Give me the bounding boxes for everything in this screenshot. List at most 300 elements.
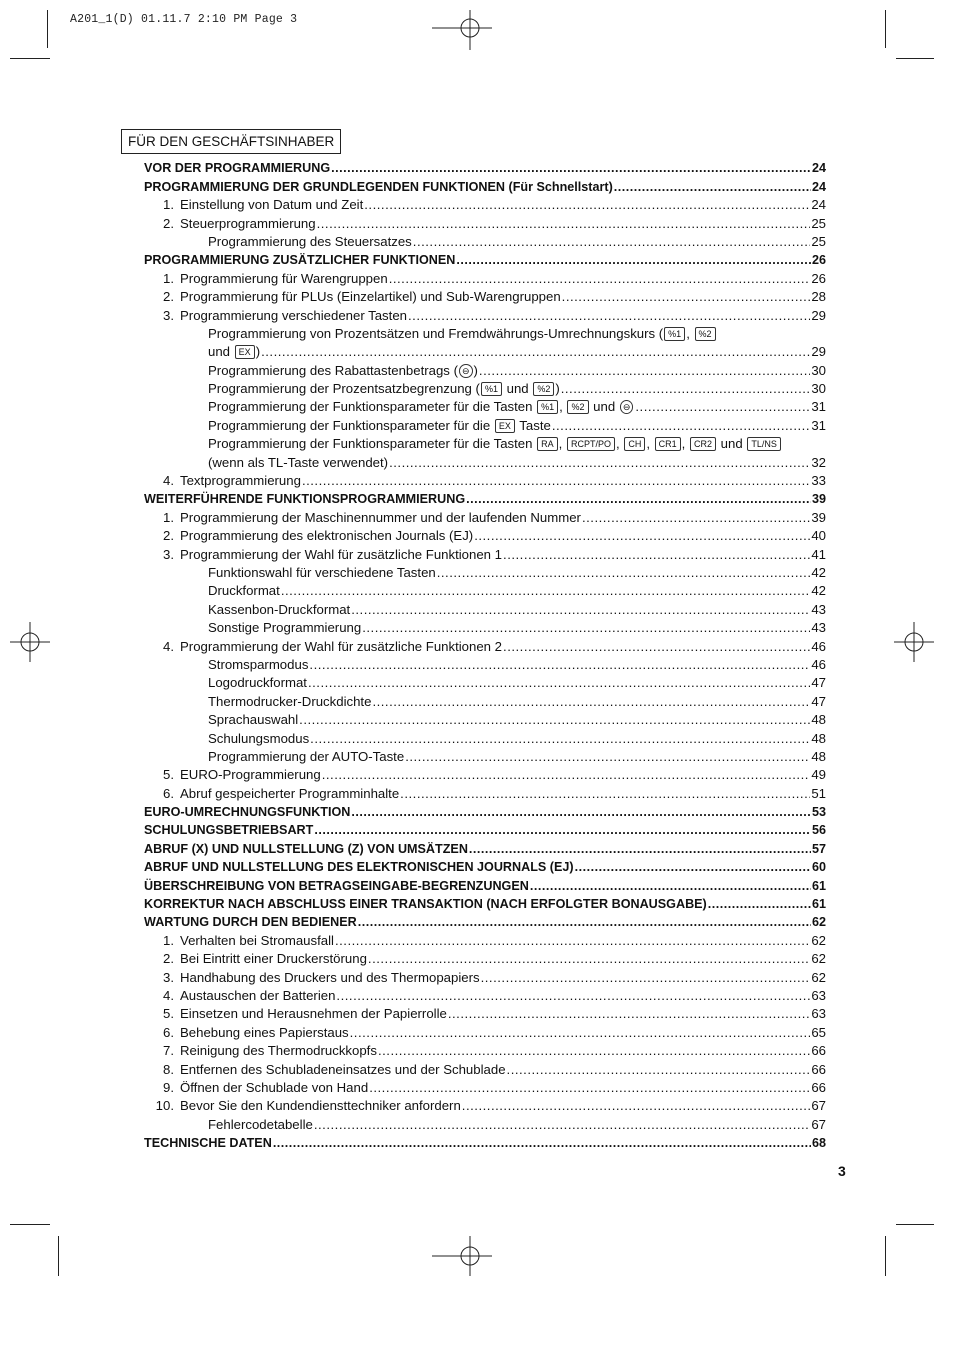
- toc-entry-text: ,: [616, 436, 624, 452]
- toc-entry-text: SCHULUNGSBETRIEBSART: [144, 823, 314, 838]
- table-of-contents: [144, 158, 826, 1151]
- toc-page-number: 48: [811, 748, 826, 764]
- key-symbol: %1: [481, 382, 502, 396]
- toc-entry: [144, 912, 826, 930]
- toc-entry: [144, 1041, 826, 1059]
- toc-page-number: 62: [811, 969, 826, 985]
- toc-entry: [144, 563, 826, 581]
- toc-entry: [144, 618, 826, 636]
- toc-entry-text: PROGRAMMIERUNG DER GRUNDLEGENDEN FUNKTIONEN (Für Schnellstart): [144, 179, 613, 194]
- toc-entry: [144, 967, 826, 985]
- key-symbol: %2: [695, 327, 716, 341]
- toc-entry-text: Entfernen des Schubladeneinsatzes und der Schublade: [180, 1061, 506, 1077]
- toc-entry: [144, 507, 826, 525]
- toc-entry: [144, 452, 826, 470]
- toc-entry-title: [208, 731, 309, 747]
- toc-entry-title: [208, 455, 388, 471]
- toc-entry: [144, 324, 826, 342]
- toc-entry-title: [180, 951, 367, 967]
- dot-leader: [308, 675, 810, 691]
- toc-entry-text: Austauschen der Batterien: [180, 987, 336, 1003]
- toc-entry-title: [180, 970, 480, 986]
- dot-leader: [481, 970, 811, 986]
- toc-entry: [144, 1059, 826, 1077]
- toc-page-number: 46: [811, 638, 826, 654]
- toc-entry-title: [144, 859, 574, 875]
- toc-page-number: 61: [811, 897, 826, 912]
- toc-entry-text: Öffnen der Schublade von Hand: [180, 1079, 369, 1095]
- dot-leader: [462, 1098, 811, 1114]
- toc-page-number: 46: [811, 656, 826, 672]
- toc-entry-text: und: [589, 399, 619, 415]
- dot-leader: [362, 620, 810, 636]
- toc-entry-number: 3.: [163, 969, 174, 985]
- toc-entry: [144, 360, 826, 378]
- toc-entry: [144, 526, 826, 544]
- toc-entry: [144, 930, 826, 948]
- toc-entry-title: [144, 822, 313, 838]
- key-symbol: EX: [235, 345, 255, 359]
- key-symbol: %2: [533, 382, 554, 396]
- toc-entry-text: ,: [559, 399, 567, 415]
- toc-page-number: 60: [811, 860, 826, 875]
- toc-entry-text: Programmierung der Funktionsparameter für die Tasten: [208, 399, 537, 415]
- dot-leader: [405, 749, 810, 765]
- toc-entry-number: 3.: [163, 546, 174, 562]
- toc-entry-text: Programmierung der Funktionsparameter für die Tasten: [208, 436, 537, 452]
- toc-page-number: 24: [811, 197, 826, 213]
- toc-entry: [144, 195, 826, 213]
- toc-entry: [144, 710, 826, 728]
- toc-page-number: 40: [811, 528, 826, 544]
- toc-page-number: 53: [811, 805, 826, 820]
- toc-entry-text: TECHNISCHE DATEN: [144, 1136, 272, 1151]
- toc-entry: [144, 379, 826, 397]
- toc-entry-text: ÜBERSCHREIBUNG VON BETRAGSEINGABE-BEGRENZUNGEN: [144, 878, 529, 893]
- toc-page-number: 29: [811, 344, 826, 360]
- toc-entry-text: Programmierung des elektronischen Journals (EJ): [180, 528, 474, 544]
- toc-entry-title: [180, 510, 581, 526]
- registration-mark-left: [0, 612, 60, 672]
- toc-page-number: 24: [811, 179, 826, 194]
- key-symbol: CR2: [690, 437, 716, 451]
- toc-entry-text: ABRUF (X) UND NULLSTELLUNG (Z) VON UMSÄTZEN: [144, 841, 468, 856]
- toc-entry-text: Programmierung verschiedener Tasten: [180, 307, 407, 323]
- toc-page-number: 28: [811, 289, 826, 305]
- dot-leader: [261, 344, 810, 360]
- toc-entry-text: Bevor Sie den Kundendiensttechniker anfordern: [180, 1098, 461, 1114]
- toc-page-number: 30: [811, 381, 826, 397]
- key-symbol: %2: [567, 400, 588, 414]
- toc-entry-text: Steuerprogrammierung: [180, 215, 316, 231]
- toc-entry-title: [180, 216, 316, 232]
- toc-entry-title: [208, 418, 551, 434]
- toc-entry-text: Funktionswahl für verschiedene Tasten: [208, 564, 436, 580]
- key-symbol: ⊖: [620, 400, 634, 414]
- toc-entry-title: [144, 804, 350, 820]
- toc-entry-text: ,: [558, 436, 566, 452]
- dot-leader: [331, 160, 811, 176]
- toc-entry-text: EURO-UMRECHNUNGSFUNKTION: [144, 805, 351, 820]
- toc-entry-title: [208, 436, 782, 452]
- toc-page-number: 29: [811, 307, 826, 323]
- toc-page-number: 67: [811, 1116, 826, 1132]
- toc-entry-title: [208, 694, 371, 710]
- toc-entry: [144, 599, 826, 617]
- toc-entry-title: [180, 271, 388, 287]
- toc-entry-number: 1.: [163, 270, 174, 286]
- toc-entry-title: [180, 197, 363, 213]
- toc-page-number: 33: [811, 473, 826, 489]
- toc-entry-title: [144, 252, 455, 268]
- dot-leader: [364, 197, 810, 213]
- crop-mark-bottom-right-h: [896, 1224, 934, 1225]
- toc-entry-title: [180, 1062, 506, 1078]
- toc-page-number: 42: [811, 583, 826, 599]
- key-symbol: %1: [664, 327, 685, 341]
- toc-entry: [144, 287, 826, 305]
- toc-entry-text: (wenn als TL-Taste verwendet): [208, 454, 389, 470]
- key-symbol: TL/NS: [747, 437, 781, 451]
- crop-mark-bottom-right-v: [885, 1236, 886, 1276]
- dot-leader: [336, 988, 810, 1004]
- toc-entry-text: WEITERFÜHRENDE FUNKTIONSPROGRAMMIERUNG: [144, 492, 466, 507]
- toc-page-number: 66: [811, 1061, 826, 1077]
- toc-entry-number: 4.: [163, 638, 174, 654]
- toc-page-number: 48: [811, 730, 826, 746]
- toc-entry-text: Bei Eintritt einer Druckerstörung: [180, 951, 367, 967]
- toc-entry-title: [180, 1025, 349, 1041]
- dot-leader: [314, 1117, 810, 1133]
- toc-entry: [144, 820, 826, 838]
- toc-entry-text: ABRUF UND NULLSTELLUNG DES ELEKTRONISCHEN JOURNALS (EJ): [144, 860, 574, 875]
- toc-entry-text: Programmierung der Funktionsparameter für die: [208, 417, 494, 433]
- crop-mark-top-right-h: [896, 58, 934, 59]
- key-symbol: EX: [495, 419, 515, 433]
- toc-entry-title: [208, 657, 308, 673]
- toc-entry: [144, 636, 826, 654]
- dot-leader: [575, 859, 811, 875]
- dot-leader: [503, 639, 810, 655]
- dot-leader: [389, 271, 811, 287]
- toc-entry-text: Einsetzen und Herausnehmen der Papierrolle: [180, 1006, 447, 1022]
- toc-page-number: 63: [811, 987, 826, 1003]
- dot-leader: [614, 179, 811, 195]
- toc-entry-title: [180, 767, 321, 783]
- dot-leader: [378, 1043, 810, 1059]
- toc-entry-text: Programmierung des Steuersatzes: [208, 233, 412, 249]
- toc-entry-title: [208, 1117, 313, 1133]
- key-symbol: %1: [537, 400, 558, 414]
- toc-entry-number: 2.: [163, 528, 174, 544]
- toc-entry-text: Reinigung des Thermodruckkopfs: [180, 1043, 377, 1059]
- toc-entry-text: Stromsparmodus: [208, 656, 309, 672]
- toc-entry-title: [144, 1135, 272, 1151]
- toc-page-number: 39: [811, 492, 826, 507]
- toc-entry-text: VOR DER PROGRAMMIERUNG: [144, 161, 331, 176]
- toc-entry-text: WARTUNG DURCH DEN BEDIENER: [144, 915, 357, 930]
- toc-entry-number: 9.: [163, 1079, 174, 1095]
- key-symbol: RCPT/PO: [567, 437, 615, 451]
- toc-entry-title: [180, 1098, 461, 1114]
- toc-entry-number: 2.: [163, 951, 174, 967]
- toc-page-number: 43: [811, 620, 826, 636]
- toc-page-number: 61: [811, 878, 826, 893]
- dot-leader: [708, 896, 811, 912]
- toc-entry: [144, 986, 826, 1004]
- toc-entry: [144, 176, 826, 194]
- toc-entry-number: 4.: [163, 473, 174, 489]
- toc-entry-title: [180, 1080, 368, 1096]
- key-symbol: CR1: [655, 437, 681, 451]
- dot-leader: [281, 583, 811, 599]
- toc-entry-number: 1.: [163, 197, 174, 213]
- toc-entry: [144, 691, 826, 709]
- toc-entry: [144, 250, 826, 268]
- toc-entry-number: 5.: [163, 1006, 174, 1022]
- toc-entry-title: [144, 160, 330, 176]
- toc-entry-text: Thermodrucker-Druckdichte: [208, 693, 372, 709]
- toc-page-number: 47: [811, 693, 826, 709]
- toc-entry-title: [144, 491, 465, 507]
- toc-page-number: 31: [811, 399, 826, 415]
- toc-entry-number: 2.: [163, 215, 174, 231]
- toc-entry-text: Taste: [515, 417, 551, 433]
- toc-entry-title: [180, 473, 301, 489]
- toc-entry-title: [208, 344, 260, 360]
- dot-leader: [372, 694, 810, 710]
- registration-mark-top: [432, 0, 492, 60]
- toc-entry-title: [208, 326, 717, 342]
- dot-leader: [322, 767, 811, 783]
- toc-entry: [144, 673, 826, 691]
- crop-mark-bottom-left-v: [58, 1236, 59, 1276]
- toc-entry: [144, 949, 826, 967]
- toc-entry-text: Fehlercodetabelle: [208, 1116, 313, 1132]
- toc-entry-title: [180, 528, 473, 544]
- toc-entry: [144, 434, 826, 452]
- toc-entry-title: [180, 547, 502, 563]
- toc-entry: [144, 838, 826, 856]
- toc-entry-text: Schulungsmodus: [208, 730, 310, 746]
- toc-entry-number: 7.: [163, 1043, 174, 1059]
- toc-entry-text: ,: [681, 436, 689, 452]
- toc-entry: [144, 544, 826, 562]
- toc-entry-number: 3.: [163, 307, 174, 323]
- dot-leader: [310, 731, 810, 747]
- crop-mark-top-left-h: [10, 58, 50, 59]
- toc-page-number: 66: [811, 1079, 826, 1095]
- toc-entry: [144, 1022, 826, 1040]
- dot-leader: [469, 841, 811, 857]
- toc-entry: [144, 581, 826, 599]
- toc-entry-title: [208, 363, 478, 379]
- dot-leader: [437, 565, 811, 581]
- toc-entry-number: 1.: [163, 932, 174, 948]
- toc-entry-title: [180, 988, 335, 1004]
- dot-leader: [561, 381, 811, 397]
- dot-leader: [335, 933, 810, 949]
- toc-entry-title: [144, 896, 707, 912]
- toc-entry-text: Programmierung von Prozentsätzen und Fremdwährungs-Umrechnungskurs (: [208, 325, 664, 341]
- dot-leader: [314, 822, 811, 838]
- toc-page-number: 25: [811, 233, 826, 249]
- toc-page-number: 65: [811, 1024, 826, 1040]
- toc-entry-number: 1.: [163, 509, 174, 525]
- toc-entry-title: [208, 675, 307, 691]
- toc-entry-text: Sprachauswahl: [208, 712, 299, 728]
- dot-leader: [309, 657, 810, 673]
- toc-entry-text: KORREKTUR NACH ABSCHLUSS EINER TRANSAKTION (NACH ERFOLGTER BONAUSGABE): [144, 897, 707, 912]
- toc-entry: [144, 415, 826, 433]
- dot-leader: [635, 399, 810, 415]
- toc-entry-title: [208, 620, 361, 636]
- page-number: 3: [838, 1163, 846, 1179]
- toc-entry-text: Programmierung für Warengruppen: [180, 270, 388, 286]
- toc-page-number: 57: [811, 841, 826, 856]
- dot-leader: [368, 951, 810, 967]
- toc-entry: [144, 471, 826, 489]
- dot-leader: [389, 455, 810, 471]
- toc-entry-number: 10.: [155, 1098, 174, 1114]
- toc-entry-text: Programmierung für PLUs (Einzelartikel) und Sub-Warengruppen: [180, 289, 561, 305]
- toc-page-number: 39: [811, 509, 826, 525]
- toc-entry-number: 2.: [163, 289, 174, 305]
- toc-entry: [144, 232, 826, 250]
- print-slug: A201_1(D) 01.11.7 2:10 PM Page 3: [70, 13, 298, 26]
- dot-leader: [507, 1062, 811, 1078]
- toc-page-number: 66: [811, 1043, 826, 1059]
- toc-entry-text: Druckformat: [208, 583, 280, 599]
- dot-leader: [479, 363, 810, 379]
- toc-page-number: 26: [811, 253, 826, 268]
- toc-entry: [144, 305, 826, 323]
- toc-entry-title: [208, 749, 404, 765]
- toc-entry-text: Programmierung der Maschinennummer und der laufenden Nummer: [180, 509, 581, 525]
- toc-entry-title: [144, 914, 357, 930]
- toc-entry-text: ,: [686, 325, 694, 341]
- dot-leader: [351, 804, 811, 820]
- crop-mark-top-left-v: [47, 10, 48, 48]
- toc-entry-text: EURO-Programmierung: [180, 767, 321, 783]
- toc-entry-text: Logodruckformat: [208, 675, 307, 691]
- key-symbol: ⊖: [459, 364, 473, 378]
- toc-entry: [144, 894, 826, 912]
- toc-entry-text: Handhabung des Druckers und des Thermopapiers: [180, 969, 480, 985]
- toc-entry-text: Einstellung von Datum und Zeit: [180, 197, 364, 213]
- toc-page-number: 42: [811, 564, 826, 580]
- toc-entry-text: Programmierung der Wahl für zusätzliche Funktionen 1: [180, 546, 503, 562]
- dot-leader: [408, 308, 810, 324]
- toc-entry: [144, 875, 826, 893]
- toc-entry-title: [144, 179, 613, 195]
- toc-page-number: 62: [811, 951, 826, 967]
- toc-entry-title: [144, 841, 468, 857]
- toc-entry-text: und: [208, 344, 234, 360]
- toc-entry: [144, 158, 826, 176]
- toc-entry-text: Textprogrammierung: [180, 473, 301, 489]
- toc-entry-number: 8.: [163, 1061, 174, 1077]
- toc-entry-text: ): [555, 381, 560, 397]
- toc-entry-text: Sonstige Programmierung: [208, 620, 362, 636]
- toc-page-number: 47: [811, 675, 826, 691]
- dot-leader: [474, 528, 810, 544]
- toc-entry-number: 6.: [163, 785, 174, 801]
- dot-leader: [369, 1080, 810, 1096]
- toc-entry-text: Programmierung der AUTO-Taste: [208, 748, 405, 764]
- toc-page-number: 68: [811, 1136, 826, 1151]
- registration-mark-bottom: [432, 1228, 492, 1288]
- dot-leader: [351, 602, 810, 618]
- dot-leader: [350, 1025, 811, 1041]
- dot-leader: [413, 234, 811, 250]
- toc-page-number: 62: [811, 932, 826, 948]
- toc-entry-text: und: [502, 381, 533, 397]
- toc-entry: [144, 1096, 826, 1114]
- toc-entry: [144, 1114, 826, 1132]
- dot-leader: [299, 712, 810, 728]
- toc-entry: [144, 1078, 826, 1096]
- toc-entry-number: 4.: [163, 987, 174, 1003]
- toc-entry-title: [180, 639, 502, 655]
- toc-page-number: 49: [811, 767, 826, 783]
- toc-entry-title: [180, 1043, 377, 1059]
- toc-entry-title: [180, 1006, 447, 1022]
- dot-leader: [562, 289, 811, 305]
- toc-page-number: 26: [811, 270, 826, 286]
- toc-entry-title: [208, 602, 350, 618]
- toc-entry-title: [180, 933, 334, 949]
- dot-leader: [582, 510, 810, 526]
- toc-entry-title: [208, 234, 412, 250]
- toc-entry: [144, 747, 826, 765]
- crop-mark-top-right-v: [885, 10, 886, 48]
- toc-entry: [144, 397, 826, 415]
- toc-entry: [144, 802, 826, 820]
- toc-entry-text: Programmierung der Wahl für zusätzliche Funktionen 2: [180, 638, 503, 654]
- toc-page-number: 32: [811, 454, 826, 470]
- toc-entry-text: Programmierung des Rabattastenbetrags (: [208, 362, 458, 378]
- dot-leader: [273, 1135, 811, 1151]
- toc-entry-title: [180, 289, 561, 305]
- toc-entry-text: und: [717, 436, 747, 452]
- toc-entry-title: [144, 878, 529, 894]
- toc-entry-text: ): [255, 344, 261, 360]
- toc-entry-text: PROGRAMMIERUNG ZUSÄTZLICHER FUNKTIONEN: [144, 253, 456, 268]
- toc-entry-title: [208, 565, 436, 581]
- dot-leader: [466, 491, 811, 507]
- toc-page-number: 24: [811, 161, 826, 176]
- toc-entry-text: Kassenbon-Druckformat: [208, 601, 351, 617]
- toc-entry: [144, 783, 826, 801]
- toc-entry: [144, 268, 826, 286]
- toc-entry: [144, 489, 826, 507]
- toc-entry-text: Verhalten bei Stromausfall: [180, 932, 334, 948]
- toc-entry-number: 5.: [163, 767, 174, 783]
- dot-leader: [530, 878, 811, 894]
- toc-page-number: 25: [811, 215, 826, 231]
- dot-leader: [317, 216, 811, 232]
- toc-entry-title: [180, 786, 399, 802]
- dot-leader: [302, 473, 810, 489]
- section-label: FÜR DEN GESCHÄFTSINHABER: [121, 129, 341, 154]
- dot-leader: [456, 252, 811, 268]
- key-symbol: RA: [537, 437, 558, 451]
- toc-entry-text: Abruf gespeicherter Programminhalte: [180, 785, 400, 801]
- toc-page-number: 30: [811, 362, 826, 378]
- toc-entry: [144, 655, 826, 673]
- crop-mark-bottom-left-h: [10, 1224, 50, 1225]
